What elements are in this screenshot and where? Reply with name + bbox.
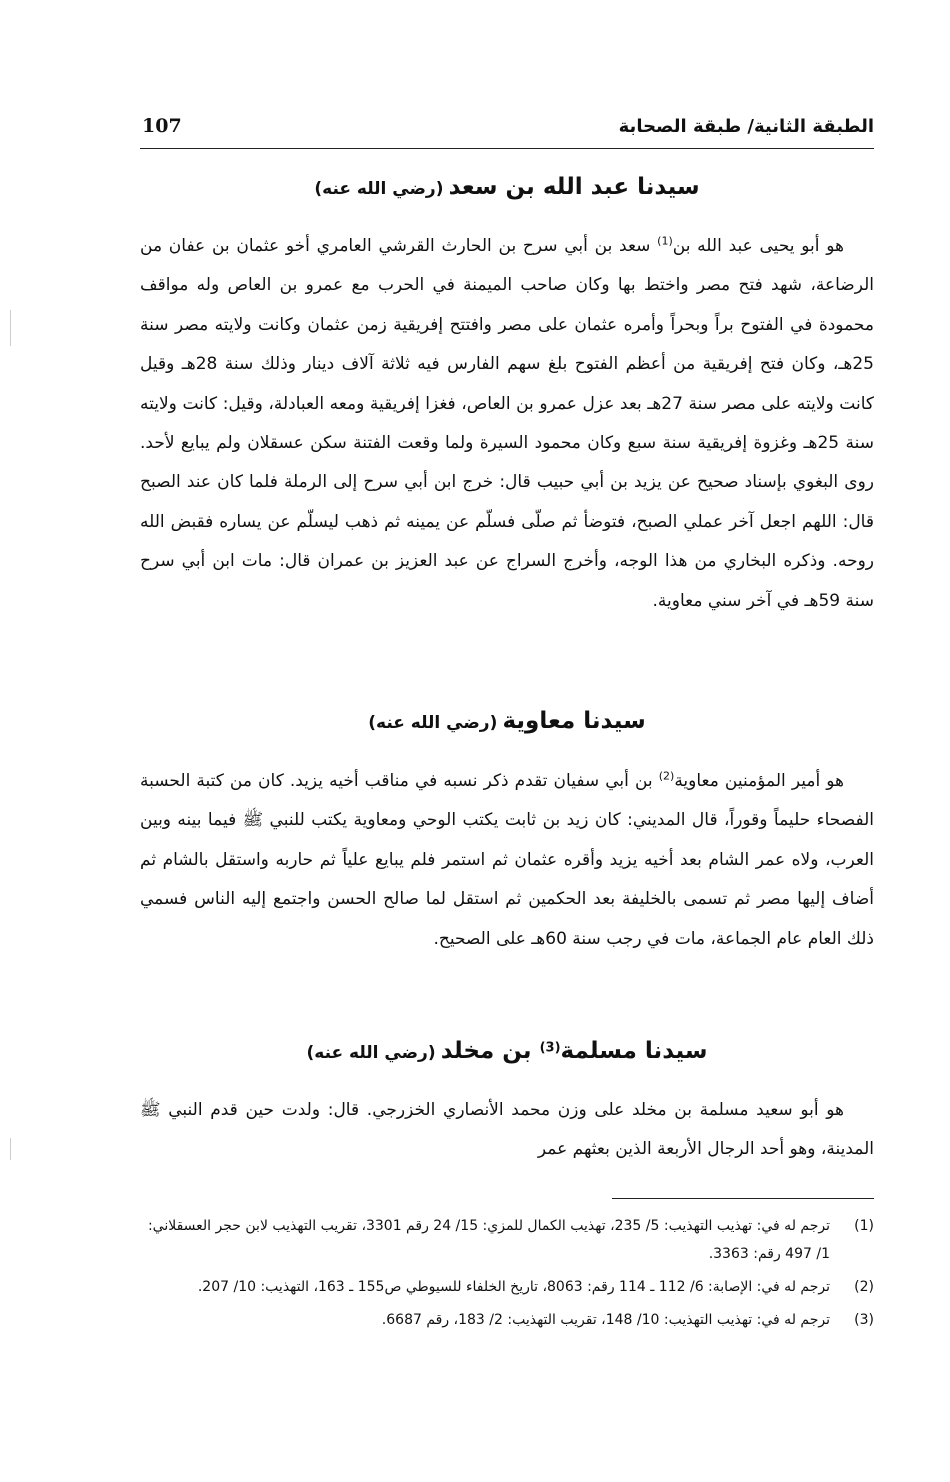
paragraph-text: هو أبو يحيى عبد الله بن <box>672 236 844 256</box>
section-honorific: (رضي الله عنه) <box>314 179 444 199</box>
footnote-text: ترجم له في: تهذيب التهذيب: 10/ 148، تقريب التهذيب: 2/ 183، رقم 6687. <box>381 1312 830 1328</box>
footnotes <box>140 1212 874 1339</box>
scan-edge-mark <box>10 310 11 346</box>
page-number: 107 <box>142 115 182 137</box>
paragraph-text: بن أبي سفيان تقدم ذكر نسبه في مناقب أخيه يزيد. كان من كتبة الحسبة الفصحاء حليماً وقوراً، قال المديني: كان زيد بن ثابت يكتب الوحي ومعاوية يكتب للنبي ﷺ فيما بينه وبين العرب، ولاه عمر الشام بعد أخيه يزيد وأقره عثمان ثم استمر فلم يبايع علياً ثم حاربه واستقل بالشام ثم أضاف إليها مصر ثم تسمى بالخليفة بعد الحكمين ثم استقل لما صالح الحسن واجتمع إليه الناس فسمي ذلك العام عام الجماعة، مات في رجب سنة 60هـ على الصحيح. <box>140 771 874 949</box>
footnote-text: ترجم له في: الإصابة: 6/ 112 ـ 114 رقم: 8063، تاريخ الخلفاء للسيوطي ص155 ـ 163، التهذيب: 10/ 207. <box>197 1279 830 1295</box>
section-title: سيدنا معاوية <box>502 708 646 734</box>
section-honorific: (رضي الله عنه) <box>306 1043 436 1063</box>
footnote-text: ترجم له في: تهذيب التهذيب: 5/ 235، تهذيب الكمال للمزي: 15/ 24 رقم 3301، تقريب التهذيب لابن حجر العسقلاني: 1/ 497 رقم: 3363. <box>147 1218 830 1262</box>
page-header <box>140 112 874 148</box>
footnote <box>140 1273 874 1301</box>
footnote <box>140 1212 874 1268</box>
section-heading-abdullah-ibn-saad <box>140 174 874 200</box>
paragraph-text: سعد بن أبي سرح بن الحارث القرشي العامري أخو عثمان بن عفان من الرضاعة، شهد فتح مصر واختط بها وكان صاحب الميمنة في الحرب مع عمرو بن العاص وله مواقف محمودة في الفتوح براً وبحراً وأمره عثمان على مصر وافتتح إفريقية زمن عثمان وكانت ولايته مصر سنة 25هـ، وكان فتح إفريقية من أعظم الفتوح بلغ سهم الفارس فيه ثلاثة آلاف دينار وذلك سنة 28هـ وقيل كانت ولايته على مصر سنة 27هـ بعد عزل عمرو بن العاص، فغزا إفريقية ومعه العبادلة، وقيل: كانت ولايته سنة 25هـ وغزوة إفريقية سنة سبع وكان محمود السيرة ولما وقعت الفتنة سكن عسقلان ولم يبايع لأحد. روى البغوي بإسناد صحيح عن يزيد بن أبي حبيب قال: خرج ابن أبي سرح إلى الرملة فلما كان عند الصبح قال: اللهم اجعل آخر عملي الصبح، فتوضأ ثم صلّى فسلّم عن يمينه ثم ذهب ليسلّم عن يساره فقبض الله روحه. وذكره البخاري من هذا الوجه، وأخرج السراج عن عبد العزيز بن عمران قال: مات ابن أبي سرح سنة 59هـ في آخر سني معاوية. <box>140 236 874 611</box>
footnote-number: (2) <box>854 1279 874 1295</box>
section-honorific: (رضي الله عنه) <box>368 713 498 733</box>
paragraph <box>140 762 874 959</box>
section-body <box>140 1091 874 1170</box>
footnote <box>140 1306 874 1334</box>
footnote-rule <box>612 1198 874 1199</box>
running-title: الطبقة الثانية/ طبقة الصحابة <box>618 116 874 137</box>
section-body <box>140 762 874 959</box>
paragraph-text: هو أمير المؤمنين معاوية <box>674 771 844 791</box>
scan-edge-mark <box>10 1138 11 1160</box>
section-title: سيدنا مسلمة <box>560 1038 708 1064</box>
footnote-number: (1) <box>854 1218 874 1234</box>
paragraph <box>140 227 874 621</box>
paragraph: هو أبو سعيد مسلمة بن مخلد على وزن محمد الأنصاري الخزرجي. قال: ولدت حين قدم النبي ﷺ المدينة، وهو أحد الرجال الأربعة الذين بعثهم عمر <box>140 1100 874 1160</box>
footnote-ref: (2) <box>658 769 675 783</box>
section-body <box>140 227 874 621</box>
section-heading-maslama-ibn-mukhallad <box>140 1038 874 1064</box>
section-title: سيدنا عبد الله بن سعد <box>448 174 700 200</box>
footnote-number: (3) <box>854 1312 874 1328</box>
header-rule <box>140 148 874 149</box>
footnote-ref: (3) <box>539 1040 561 1056</box>
footnote-ref: (1) <box>657 234 673 248</box>
section-heading-muawiya <box>140 708 874 734</box>
section-title: بن مخلد <box>440 1038 540 1064</box>
